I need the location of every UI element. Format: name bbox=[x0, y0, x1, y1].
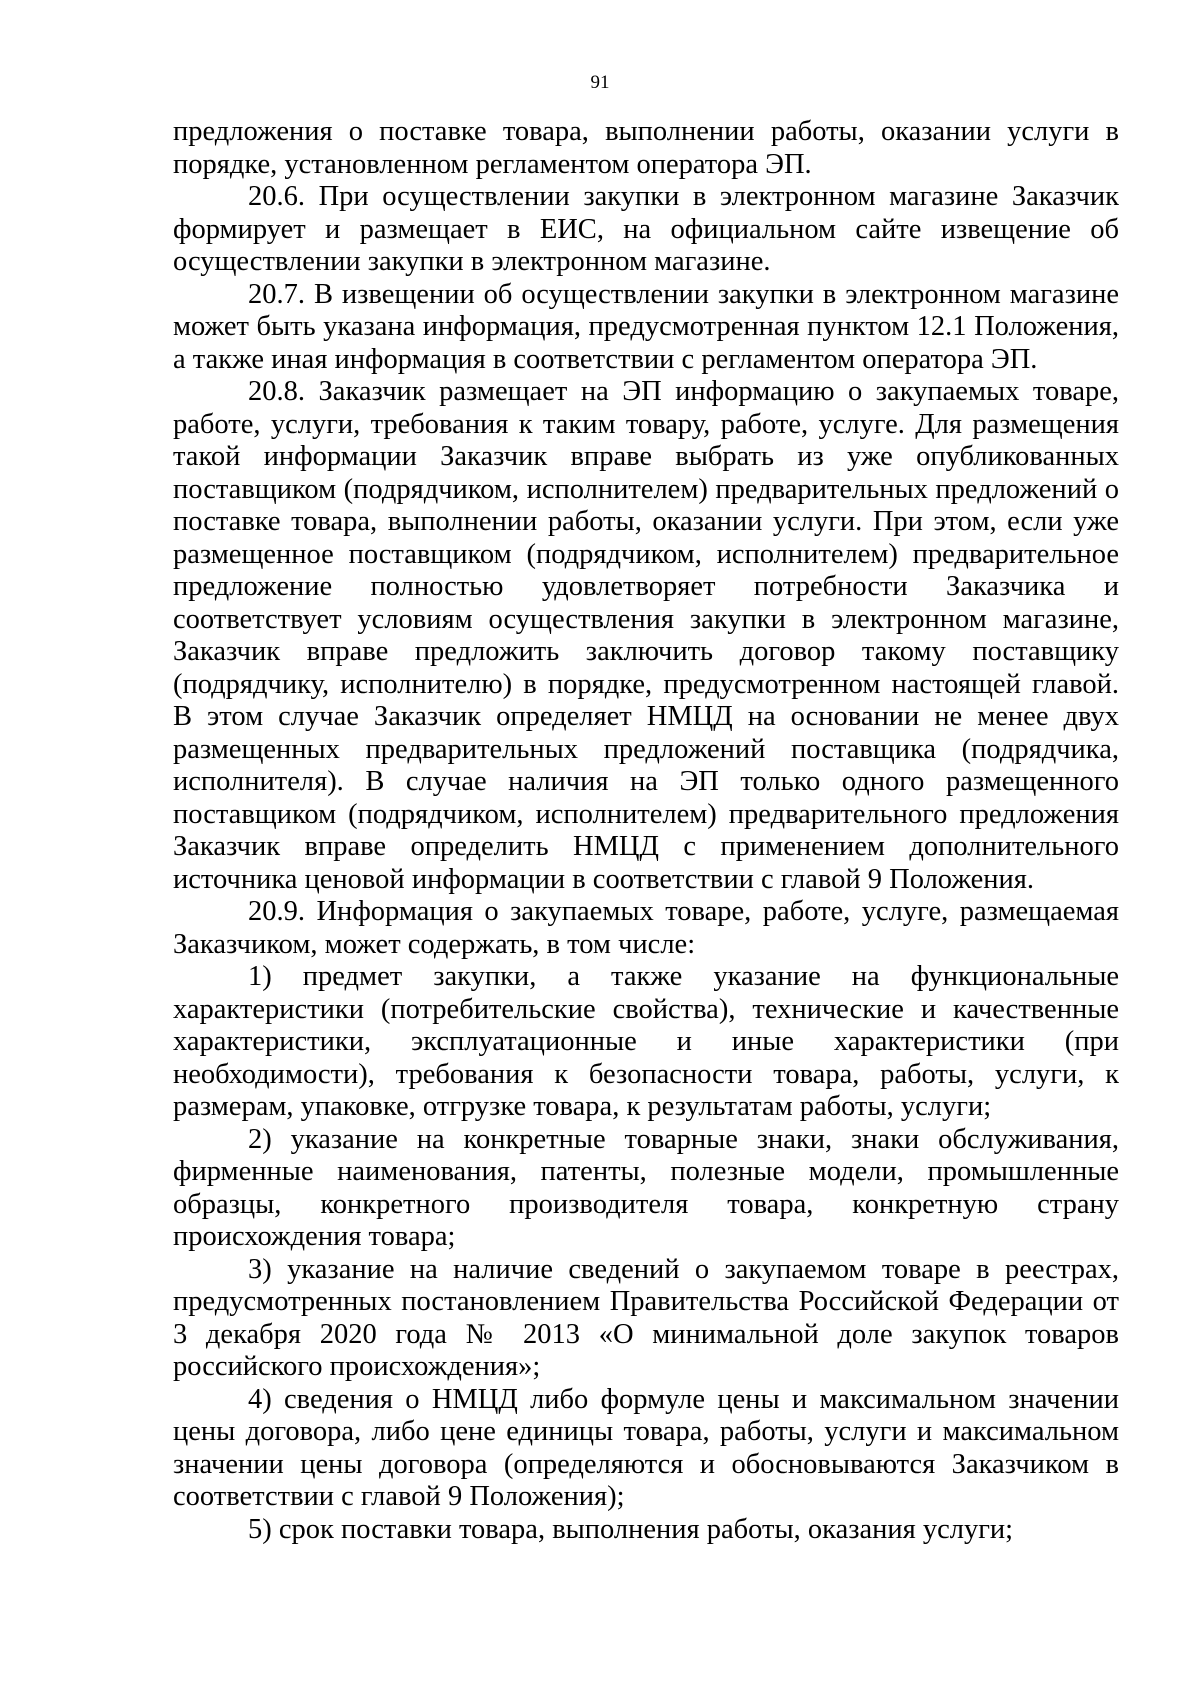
paragraph: 20.9. Информация о закупаемых товаре, работе, услуге, размещаемая Заказчиком, может содержать, в том числе: bbox=[173, 896, 1119, 960]
list-item: 2) указание на конкретные товарные знаки, знаки обслуживания, фирменные наименования, патенты, полезные модели, промышленные образцы, конкретного производителя товара, конкретную страну происхождения товара; bbox=[173, 1123, 1119, 1252]
list-item: 1) предмет закупки, а также указание на функциональные характеристики (потребительские свойства), технические и качественные характеристики, эксплуатационные и иные характеристики (при необходимости), требования к безопасности товара, работы, услуги, к размерам, упаковке, отгрузке товара, к результатам работы, услуги; bbox=[173, 961, 1119, 1122]
paragraph: предложения о поставке товара, выполнении работы, оказании услуги в порядке, установленном регламентом оператора ЭП. bbox=[173, 116, 1119, 180]
list-item: 4) сведения о НМЦД либо формуле цены и максимальном значении цены договора, либо цене единицы товара, работы, услуги и максимальном значении цены договора (определяются и обосновываются Заказчиком в соответствии с главой 9 Положения); bbox=[173, 1383, 1119, 1512]
paragraph: 20.6. При осуществлении закупки в электронном магазине Заказчик формирует и размещает в ЕИС, на официальном сайте извещение об осуществлении закупки в электронном магазине. bbox=[173, 181, 1119, 277]
paragraph: 20.7. В извещении об осуществлении закупки в электронном магазине может быть указана информация, предусмотренная пунктом 12.1 Положения, а также иная информация в соответствии с регламентом оператора ЭП. bbox=[173, 278, 1119, 375]
document-body bbox=[173, 116, 1119, 1546]
list-item: 3) указание на наличие сведений о закупаемом товаре в реестрах, предусмотренных постановлением Правительства Российской Федерации от 3 декабря 2020 года № 2013 «О минимальной доле закупок товаров российского происхождения»; bbox=[173, 1253, 1119, 1382]
paragraph: 20.8. Заказчик размещает на ЭП информацию о закупаемых товаре, работе, услуги, требования к таким товару, работе, услуге. Для размещения такой информации Заказчик вправе выбрать из уже опубликованных поставщиком (подрядчиком, исполнителем) предварительных предложений о поставке товара, выполнении работы, оказании услуги. При этом, если уже размещенное поставщиком (подрядчиком, исполнителем) предварительное предложение полностью удовлетворяет потребности Заказчика и соответствует условиям осуществления закупки в электронном магазине, Заказчик вправе предложить заключить договор такому поставщику (подрядчику, исполнителю) в порядке, предусмотренном настоящей главой. В этом случае Заказчик определяет НМЦД на основании не менее двух размещенных предварительных предложений поставщика (подрядчика, исполнителя). В случае наличия на ЭП только одного размещенного поставщиком (подрядчиком, исполнителем) предварительного предложения Заказчик вправе определить НМЦД с применением дополнительного источника ценовой информации в соответствии с главой 9 Положения. bbox=[173, 376, 1119, 895]
page-number: 91 bbox=[590, 72, 610, 93]
list-item: 5) срок поставки товара, выполнения работы, оказания услуги; bbox=[248, 1513, 1014, 1545]
